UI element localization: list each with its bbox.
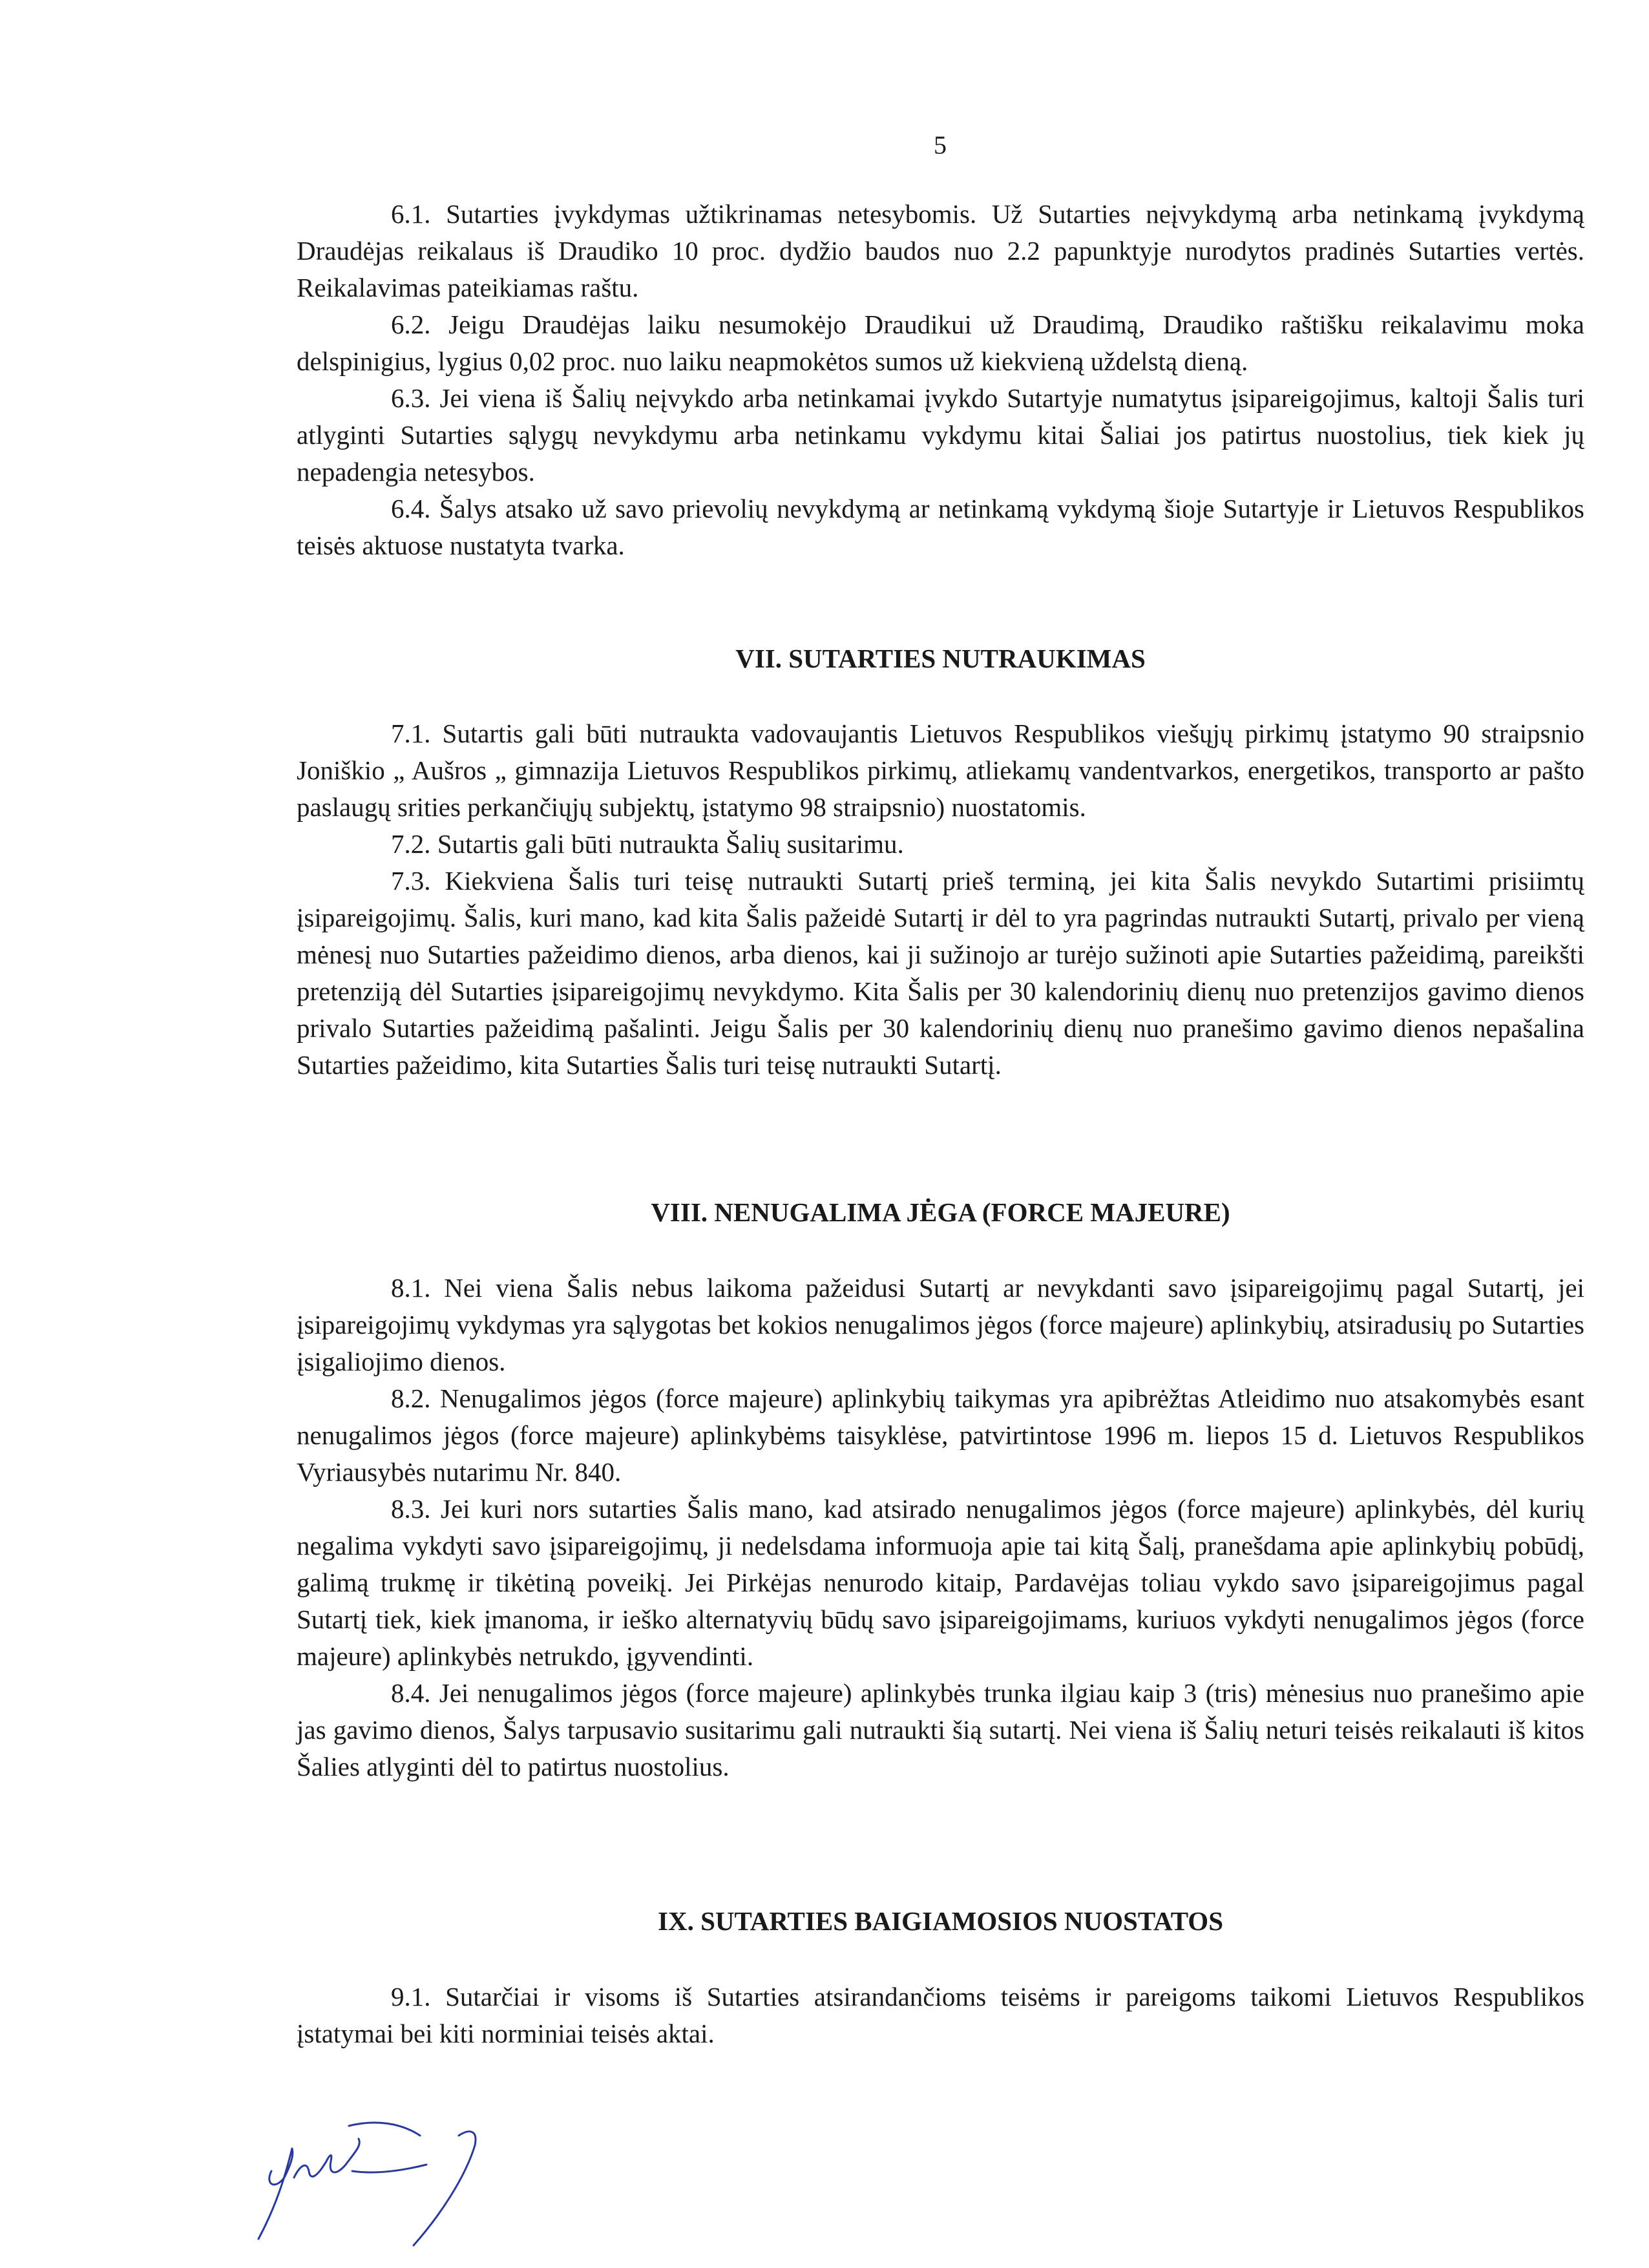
section-7-termination	[297, 715, 1584, 1084]
clause-7-3: 7.3. Kiekviena Šalis turi teisę nutraukti Sutartį prieš terminą, jei kita Šalis nevykdo Sutartimi prisiimtų įsipareigojimų. Šalis, kuri mano, kad kita Šalis pažeidė Sutartį ir dėl to yra pagrindas nutraukti Sutartį, privalo per vieną mėnesį nuo Sutarties pažeidimo dienos, arba dienos, kai ji sužinojo ar turėjo sužinoti apie Sutarties pažeidimą, pareikšti pretenziją dėl Sutarties įsipareigojimų nevykdymo. Kita Šalis per 30 kalendorinių dienų nuo pretenzijos gavimo dienos privalo Sutarties pažeidimą pašalinti. Jeigu Šalis per 30 kalendorinių dienų nuo pranešimo gavimo dienos nepašalina Sutarties pažeidimo, kita Sutarties Šalis turi teisę nutraukti Sutartį.	[297, 866, 1584, 1080]
section-8-force-majeure	[297, 1270, 1584, 1785]
clause-7-1: 7.1. Sutartis gali būti nutraukta vadovaujantis Lietuvos Respublikos viešųjų pirkimų įstatymo 90 straipsnio Joniškio „ Aušros „ gimnazija Lietuvos Respublikos pirkimų, atliekamų vandentvarkos, energetikos, transporto ar pašto paslaugų srities perkančiųjų subjektų, įstatymo 98 straipsnio) nuostatomis.	[297, 719, 1584, 822]
clause-9-1: 9.1. Sutarčiai ir visoms iš Sutarties atsirandančioms teisėms ir pareigoms taikomi Lietuvos Respublikos įstatymai bei kiti norminiai teisės aktai.	[297, 1982, 1584, 2048]
clause-6-4: 6.4. Šalys atsako už savo prievolių nevykdymą ar netinkamą vykdymą šioje Sutartyje ir Lietuvos Respublikos teisės aktuose nustatyta tvarka.	[297, 494, 1584, 560]
clause-8-4: 8.4. Jei nenugalimos jėgos (force majeure) aplinkybės trunka ilgiau kaip 3 (tris) mėnesius nuo pranešimo apie jas gavimo dienos, Šalys tarpusavio susitarimu gali nutraukti šią sutartį. Nei viena iš Šalių neturi teisės reikalauti iš kitos Šalies atlyginti dėl to patirtus nuostolius.	[297, 1678, 1584, 1781]
signature-strokes	[258, 2123, 476, 2245]
clause-7-2: 7.2. Sutartis gali būti nutraukta Šalių susitarimu.	[391, 829, 904, 859]
clause-6-3: 6.3. Jei viena iš Šalių neįvykdo arba netinkamai įvykdo Sutartyje numatytus įsipareigojimus, kaltoji Šalis turi atlyginti Sutarties sąlygų nevykdymu arba netinkamu vykdymu kitai Šaliai jos patirtus nuostolius, tiek kiek jų nepadengia netesybos.	[297, 383, 1584, 487]
page-number: 5	[934, 131, 947, 160]
clause-8-3: 8.3. Jei kuri nors sutarties Šalis mano, kad atsirado nenugalimos jėgos (force majeure) aplinkybės, dėl kurių negalima vykdyti savo įsipareigojimų, ji nedelsdama informuoja apie tai kitą Šalį, pranešdama apie aplinkybių pobūdį, galimą trukmę ir tikėtiną poveikį. Jei Pirkėjas nenurodo kitaip, Pardavėjas toliau vykdo savo įsipareigojimus pagal Sutartį tiek, kiek įmanoma, ir ieško alternatyvių būdų savo įsipareigojimams, kuriuos vykdyti nenugalimos jėgos (force majeure) aplinkybės netrukdo, įgyvendinti.	[297, 1494, 1584, 1671]
heading-section-8: VIII. NENUGALIMA JĖGA (FORCE MAJEURE)	[651, 1197, 1230, 1227]
heading-section-7: VII. SUTARTIES NUTRAUKIMAS	[735, 644, 1146, 673]
clause-8-1: 8.1. Nei viena Šalis nebus laikoma pažeidusi Sutartį ar nevykdanti savo įsipareigojimų pagal Sutartį, jei įsipareigojimų vykdymas yra sąlygotas bet kokios nenugalimos jėgos (force majeure) aplinkybių, atsiradusių po Sutarties įsigaliojimo dienos.	[297, 1273, 1584, 1376]
handwritten-signature	[246, 2100, 569, 2249]
section-9-final-provisions	[297, 1979, 1584, 2052]
clause-6-1: 6.1. Sutarties įvykdymas užtikrinamas netesybomis. Už Sutarties neįvykdymą arba netinkamą įvykdymą Draudėjas reikalaus iš Draudiko 10 proc. dydžio baudos nuo 2.2 papunktyje nurodytos pradinės Sutarties vertės. Reikalavimas pateikiamas raštu.	[297, 199, 1584, 302]
section-6-liability	[297, 196, 1584, 564]
clause-6-2: 6.2. Jeigu Draudėjas laiku nesumokėjo Draudikui už Draudimą, Draudiko raštišku reikalavimu moka delspinigius, lygius 0,02 proc. nuo laiku neapmokėtos sumos už kiekvieną uždelstą dieną.	[297, 310, 1584, 376]
heading-section-9: IX. SUTARTIES BAIGIAMOSIOS NUOSTATOS	[658, 1906, 1223, 1936]
clause-8-2: 8.2. Nenugalimos jėgos (force majeure) aplinkybių taikymas yra apibrėžtas Atleidimo nuo atsakomybės esant nenugalimos jėgos (force majeure) aplinkybėms taisyklėse, patvirtintose 1996 m. liepos 15 d. Lietuvos Respublikos Vyriausybės nutarimu Nr. 840.	[297, 1383, 1584, 1487]
